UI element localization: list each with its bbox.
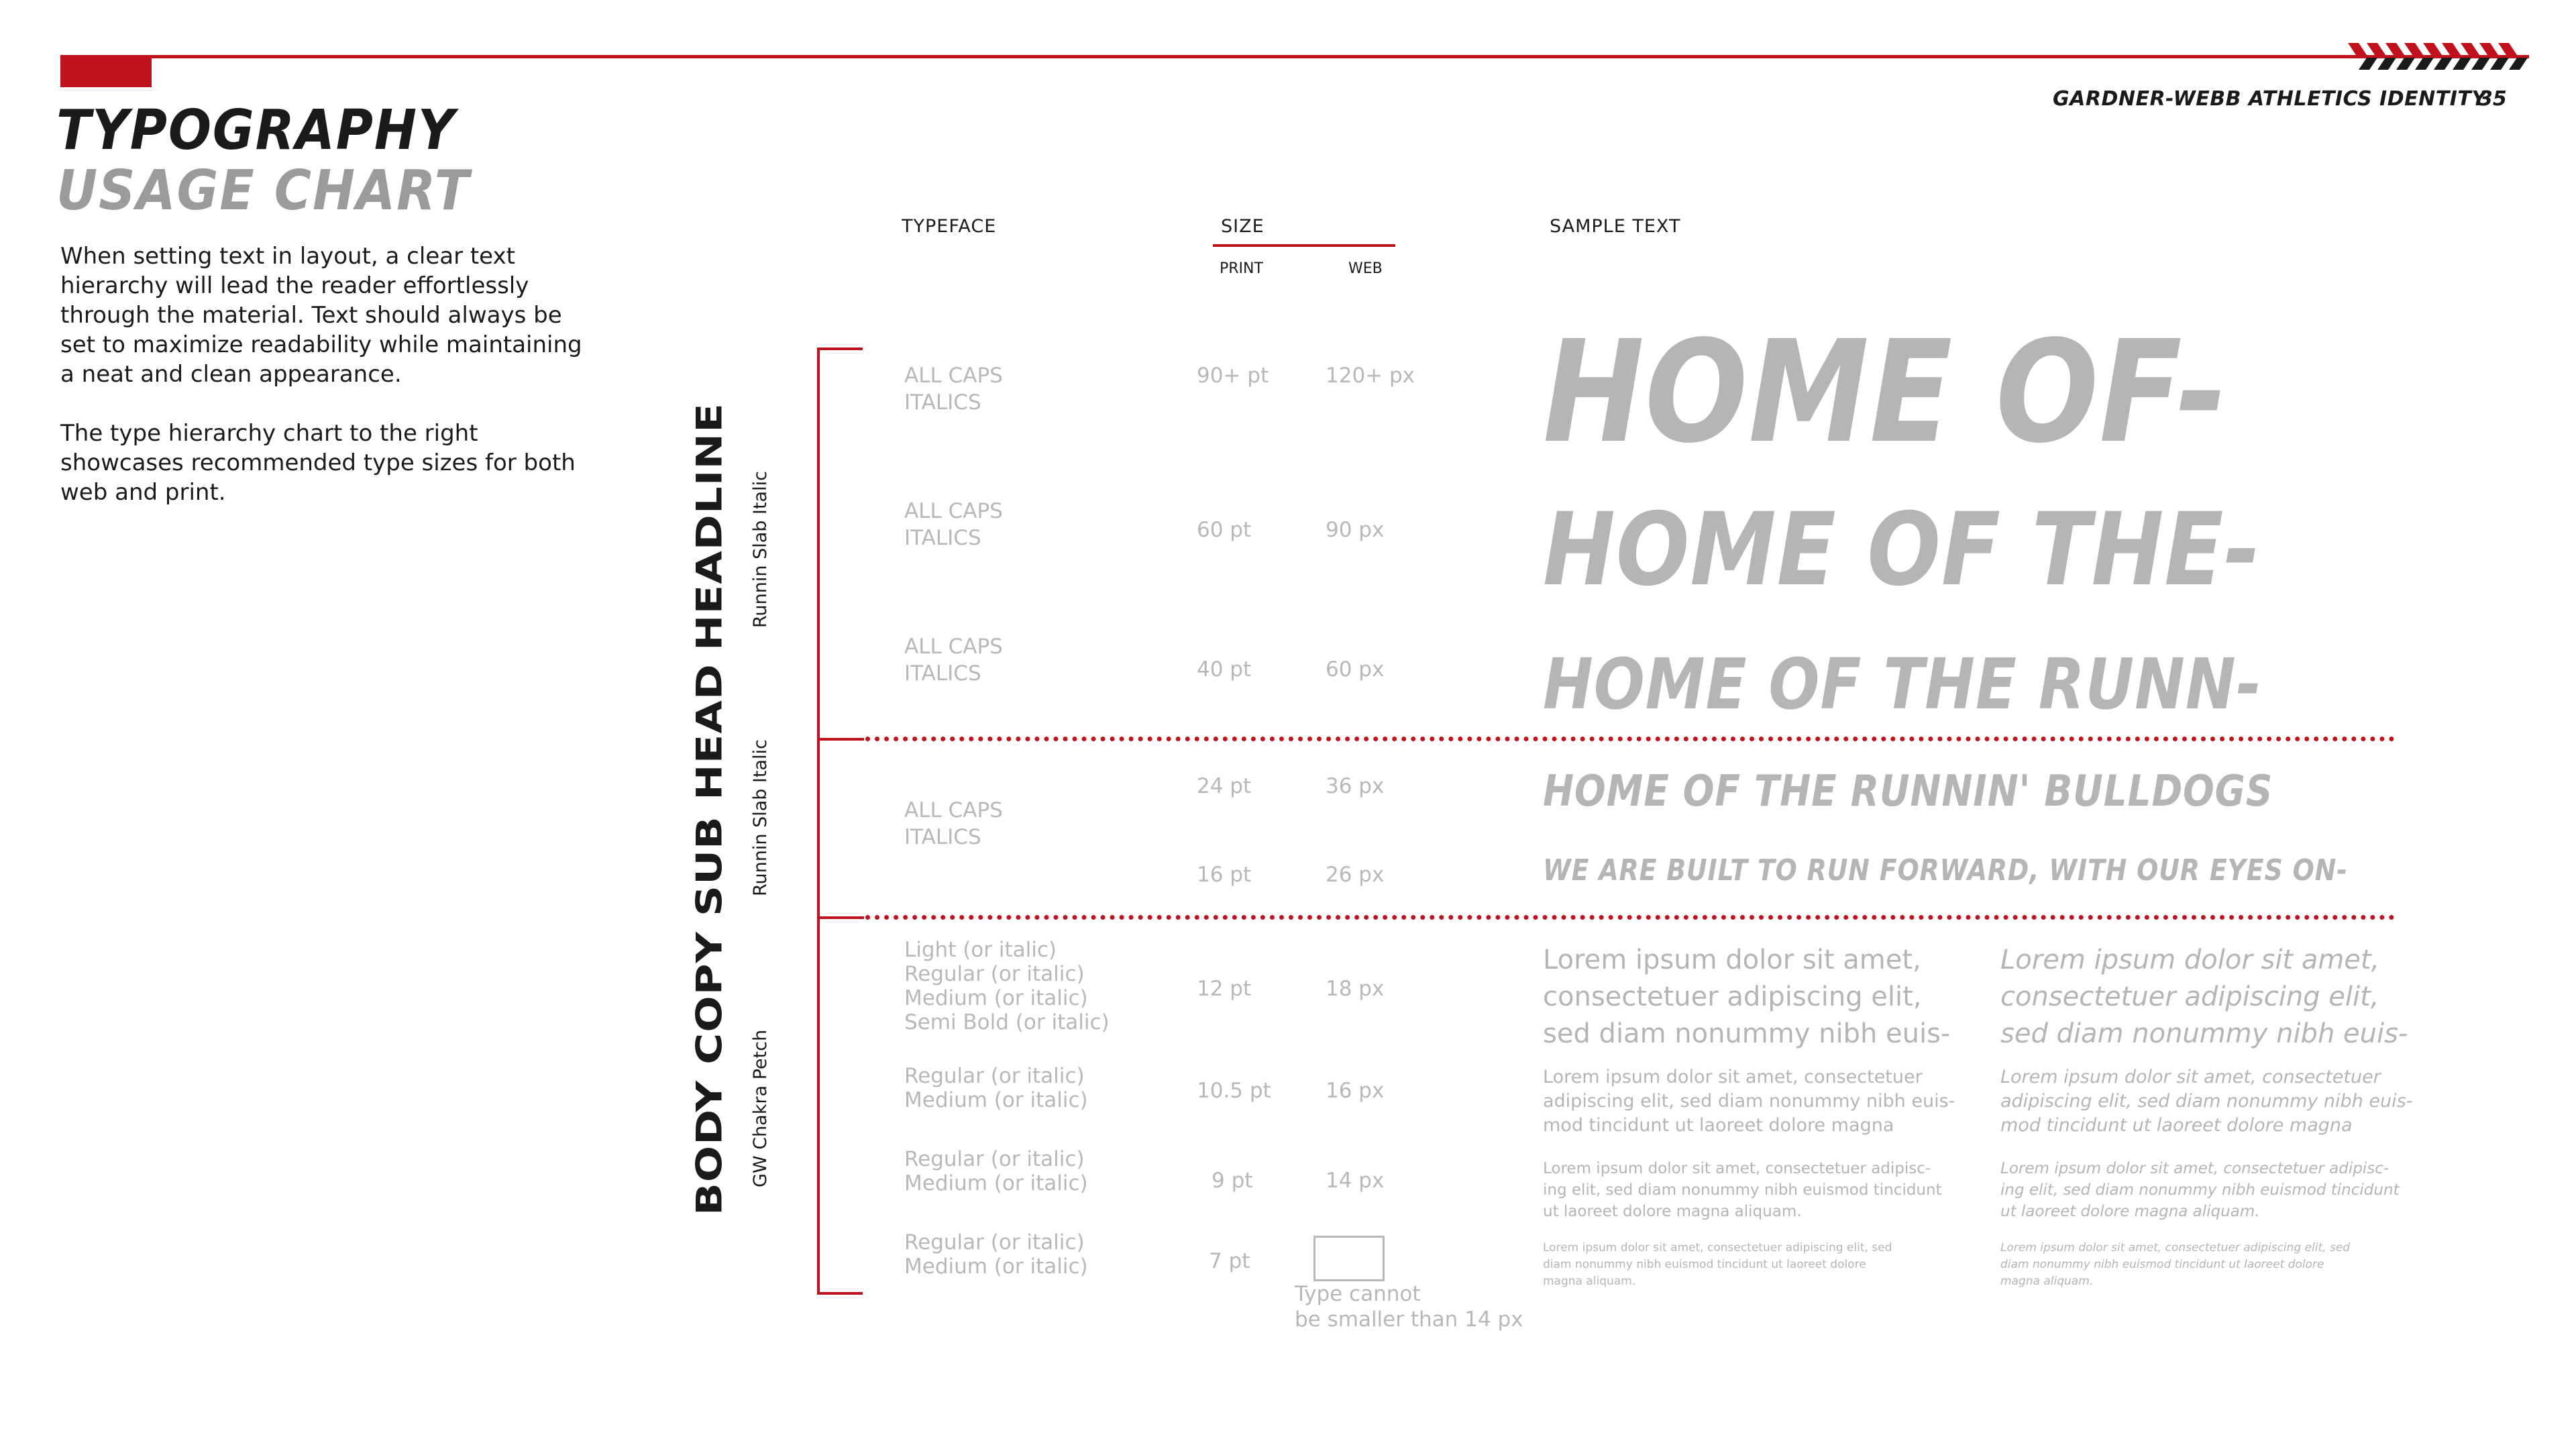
- category-body-label: BODY COPY: [690, 931, 731, 1216]
- body-row-2-web: 16 px: [1326, 1079, 1385, 1103]
- body-row-1-sample: Lorem ipsum dolor sit amet, consectetuer adipiscing elit, sed diam nonummy nibh euis-: [1543, 945, 1951, 1049]
- headline-row-3-web: 60 px: [1326, 657, 1385, 682]
- header-red-block: [60, 56, 152, 87]
- category-subhead-label: SUB HEAD: [690, 663, 731, 916]
- headline-row-1-print: 90+ pt: [1197, 364, 1269, 388]
- body-row-1-web: 18 px: [1326, 977, 1385, 1001]
- column-header-sample-text: SAMPLE TEXT: [1550, 216, 1681, 237]
- headline-row-2-style: ALL CAPS ITALICS: [904, 499, 1003, 550]
- body-row-2-styles: Regular (or italic) Medium (or italic): [904, 1064, 1088, 1112]
- body-row-4-sample-italic: Lorem ipsum dolor sit amet, consectetuer adipiscing elit, sed diam nonummy nibh euismod tincidunt ut laoreet dolore magna aliquam.: [2000, 1241, 2351, 1288]
- column-header-print: PRINT: [1220, 260, 1263, 277]
- headline-row-3-sample: HOME OF THE RUNN-: [1543, 643, 2262, 725]
- section-divider-dotted: [865, 915, 2395, 920]
- category-subhead-typeface: Runnin Slab Italic: [750, 739, 771, 896]
- body-row-2-sample: Lorem ipsum dolor sit amet, consectetuer adipiscing elit, sed diam nonummy nibh euis- mod tincidunt ut laoreet dolore magna: [1543, 1067, 1955, 1136]
- body-row-3-styles: Regular (or italic) Medium (or italic): [904, 1147, 1088, 1195]
- headline-row-3-print: 40 pt: [1197, 657, 1252, 682]
- minimum-size-note: Type cannot be smaller than 14 px: [1295, 1282, 1523, 1332]
- page-title: TYPOGRAPHY: [56, 99, 456, 162]
- chevron-stripes-icon: [2348, 40, 2549, 74]
- body-row-4-print: 7 pt: [1209, 1249, 1250, 1273]
- subhead-style: ALL CAPS ITALICS: [904, 798, 1003, 849]
- intro-paragraph-1: When setting text in layout, a clear text hierarchy will lead the reader effortlessly through the material. Text should always be set to maximize readability while maintaining a neat and clean appearance.: [60, 243, 582, 388]
- body-row-3-web: 14 px: [1326, 1169, 1385, 1193]
- subhead-row-2-sample: WE ARE BUILT TO RUN FORWARD, WITH OUR EYES ON-: [1543, 853, 2348, 888]
- page-subtitle: USAGE CHART: [56, 159, 470, 223]
- subhead-row-2-web: 26 px: [1326, 863, 1385, 887]
- section-divider-dotted: [865, 737, 2395, 741]
- intro-paragraph-2: The type hierarchy chart to the right showcases recommended type sizes for both web and print.: [60, 420, 576, 506]
- bracket-divider-1: [817, 738, 864, 741]
- headline-row-1-web: 120+ px: [1326, 364, 1415, 388]
- body-row-2-sample-italic: Lorem ipsum dolor sit amet, consectetuer adipiscing elit, sed diam nonummy nibh euis- mod tincidunt ut laoreet dolore magna: [2000, 1067, 2413, 1136]
- web-size-empty-box: [1313, 1236, 1385, 1281]
- bracket-top-tick: [817, 347, 863, 350]
- body-row-4-styles: Regular (or italic) Medium (or italic): [904, 1230, 1088, 1279]
- subhead-row-1-print: 24 pt: [1197, 774, 1252, 798]
- body-row-2-print: 10.5 pt: [1197, 1079, 1271, 1103]
- page-number: 35: [2479, 87, 2507, 111]
- headline-row-3-style: ALL CAPS ITALICS: [904, 635, 1003, 686]
- body-row-1-styles: Light (or italic) Regular (or italic) Medium (or italic) Semi Bold (or italic): [904, 938, 1110, 1034]
- body-row-4-sample: Lorem ipsum dolor sit amet, consectetuer adipiscing elit, sed diam nonummy nibh euismod tincidunt ut laoreet dolore magna aliquam.: [1543, 1241, 1892, 1288]
- body-row-3-sample-italic: Lorem ipsum dolor sit amet, consectetuer adipisc- ing elit, sed diam nonummy nibh euismod tincidunt ut laoreet dolore magna aliquam.: [2000, 1160, 2400, 1220]
- category-headline-label: HEADLINE: [690, 402, 731, 651]
- headline-row-2-sample: HOME OF THE-: [1543, 492, 2261, 608]
- intro-text: [60, 241, 590, 537]
- body-row-3-sample: Lorem ipsum dolor sit amet, consectetuer adipisc- ing elit, sed diam nonummy nibh euismod tincidunt ut laoreet dolore magna aliquam.: [1543, 1160, 1942, 1220]
- bracket-bottom-tick: [817, 1292, 863, 1295]
- column-header-size: SIZE: [1221, 216, 1265, 237]
- category-body-typeface: GW Chakra Petch: [750, 1029, 771, 1187]
- headline-row-1-sample: HOME OF-: [1543, 310, 2228, 474]
- subhead-row-2-print: 16 pt: [1197, 863, 1252, 887]
- category-headline-typeface: Runnin Slab Italic: [750, 471, 771, 628]
- bracket-divider-2: [817, 916, 864, 919]
- headline-row-2-web: 90 px: [1326, 518, 1385, 542]
- size-underline: [1213, 244, 1395, 247]
- headline-row-2-print: 60 pt: [1197, 518, 1252, 542]
- document-title: GARDNER-WEBB ATHLETICS IDENTITY: [2053, 87, 2487, 111]
- body-row-1-print: 12 pt: [1197, 977, 1252, 1001]
- subhead-row-1-web: 36 px: [1326, 774, 1385, 798]
- subhead-row-1-sample: HOME OF THE RUNNIN' BULLDOGS: [1543, 767, 2273, 816]
- body-row-3-print: 9 pt: [1212, 1169, 1253, 1193]
- category-bracket: [817, 347, 820, 1295]
- body-row-1-sample-italic: Lorem ipsum dolor sit amet, consectetuer adipiscing elit, sed diam nonummy nibh euis-: [2000, 945, 2408, 1049]
- column-header-typeface: TYPEFACE: [902, 216, 997, 237]
- headline-row-1-style: ALL CAPS ITALICS: [904, 364, 1003, 415]
- header-rule: [60, 55, 2529, 58]
- column-header-web: WEB: [1348, 260, 1383, 277]
